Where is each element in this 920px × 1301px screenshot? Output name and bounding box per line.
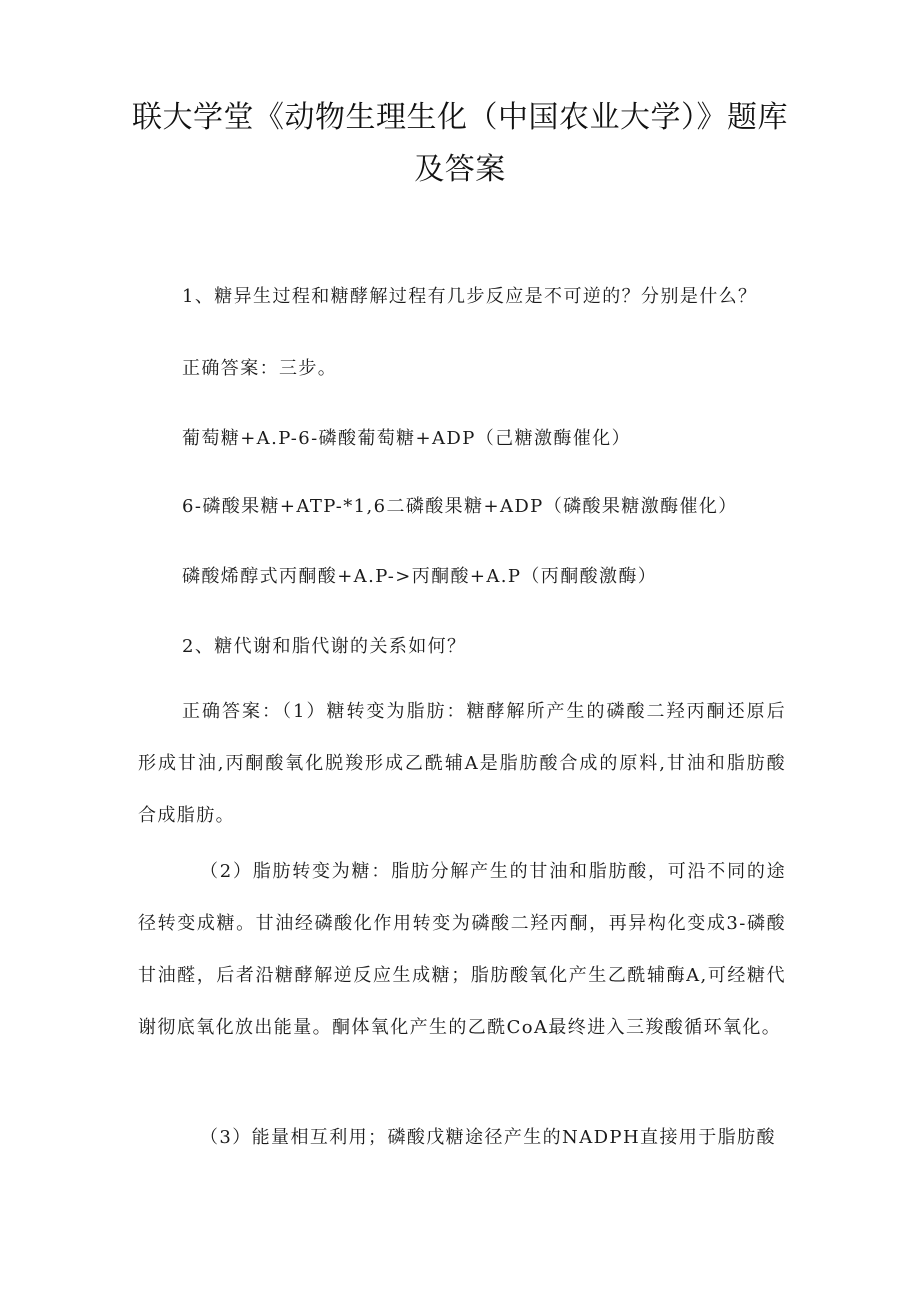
reaction-1: 葡萄糖+A.P-6-磷酸葡萄糖+ADP（己糖激酶催化） [182,428,631,449]
question-1: 1、糖异生过程和糖酵解过程有几步反应是不可逆的？分别是什么？ [182,286,758,307]
answer-2-paragraph-2: （2）脂肪转变为糖：脂肪分解产生的甘油和脂肪酸，可沿不同的途径转变成糖。甘油经磷酸化作用转变为磷酸二羟丙酮，再异构化变成3-磷酸甘油醛，后者沿糖酵解逆反应生成糖；脂肪酸氧化产生乙酰辅酶A,可经糖代谢彻底氧化放出能量。酮体氧化产生的乙酰CoA最终进入三羧酸循环氧化。 [138,861,786,1038]
document-title: 联大学堂《动物生理生化（中国农业大学）》题库及答案 [132,100,788,187]
answer-2-paragraph-3: （3）能量相互利用；磷酸戊糖途径产生的NADPH直接用于脂肪酸 [200,1127,776,1148]
reaction-3: 磷酸烯醇式丙酮酸+A.P->丙酮酸+A.P（丙酮酸激酶） [182,566,658,587]
question-2: 2、糖代谢和脂代谢的关系如何？ [182,636,467,657]
answer-1-label: 正确答案：三步。 [182,358,338,379]
reaction-2: 6-磷酸果糖+ATP-*1,6二磷酸果糖+ADP（磷酸果糖激酶催化） [182,496,738,517]
answer-2-paragraph-1: 正确答案：（1）糖转变为脂肪：糖酵解所产生的磷酸二羟丙酮还原后形成甘油,丙酮酸氧化脱羧形成乙酰辅A是脂肪酸合成的原料,甘油和脂肪酸合成脂肪。 [138,701,786,826]
